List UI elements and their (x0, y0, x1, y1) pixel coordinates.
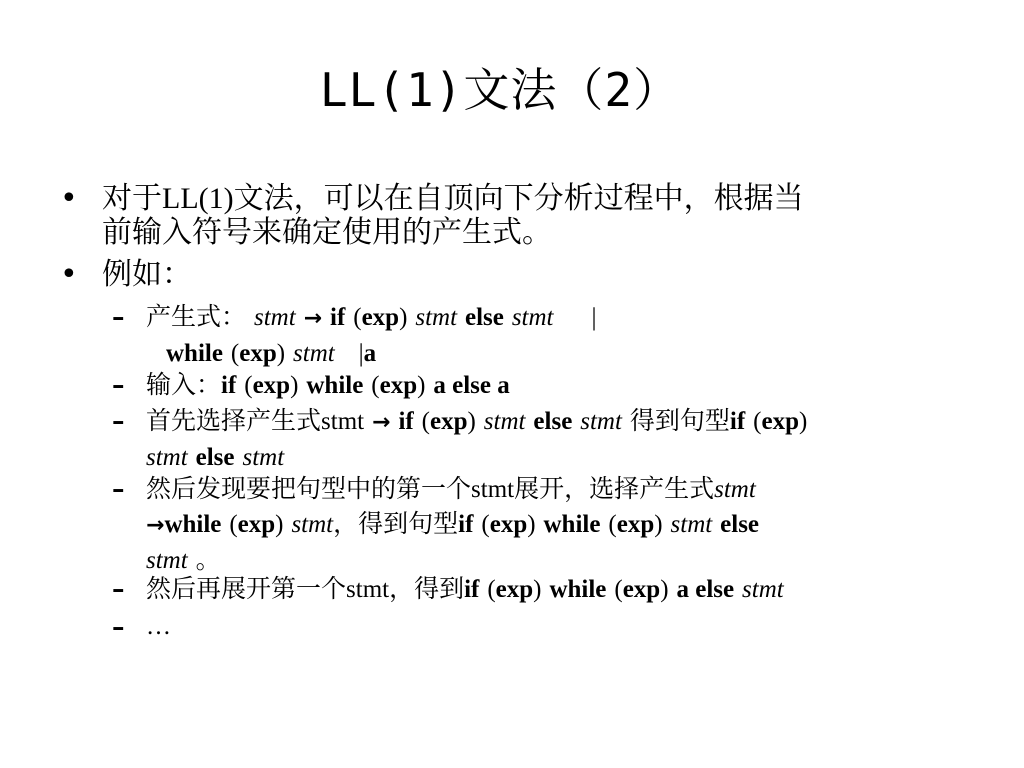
arrow-icon: → (372, 410, 391, 435)
dash-marker: – (112, 612, 125, 641)
slide-title: LL(1)文法（2） (319, 63, 681, 117)
dash-marker: – (112, 474, 125, 503)
arrow-icon: → (303, 306, 323, 331)
sub-line: 然后再展开第一个stmt，得到if (exp) while (exp) a else stmt (146, 574, 784, 603)
sub-line: 首先选择产生式stmt → if (exp) stmt else stmt 得到句型if (exp) (146, 406, 808, 435)
dash-marker: – (112, 406, 125, 435)
bullet-line: 对于LL(1)文法，可以在自顶向下分析过程中，根据当 (102, 181, 804, 216)
sub-line: while (exp) stmt |a (166, 340, 377, 367)
sub-line: 然后发现要把句型中的第一个stmt展开，选择产生式stmt (146, 474, 756, 503)
sub-line: 输入：if (exp) while (exp) a else a (146, 370, 510, 399)
sub-line: →while (exp) stmt，得到句型if (exp) while (exp) stmt else (146, 509, 760, 538)
arrow-icon: → (146, 513, 165, 538)
dash-marker: – (112, 370, 125, 399)
dash-marker: – (112, 302, 125, 331)
dash-marker: – (112, 574, 125, 603)
sub-line: 产生式： stmt → if (exp) stmt else stmt | (146, 302, 597, 331)
bullet-text: 例如： (102, 257, 192, 292)
sub-line: … (146, 613, 171, 640)
sub-line: stmt 。 (146, 545, 221, 574)
bullet-marker: • (60, 181, 78, 216)
bullet-line: 前输入符号来确定使用的产生式。 (102, 215, 552, 250)
bullet-marker: • (60, 257, 78, 292)
sub-line: stmt else stmt (146, 444, 285, 471)
